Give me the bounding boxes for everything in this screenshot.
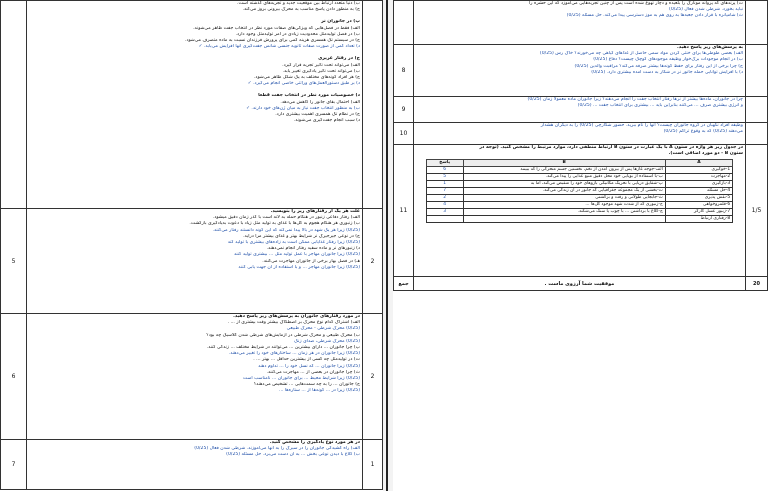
- page-gap: [383, 0, 393, 491]
- answer-line: (0/25) محرک شرطی، صدای زنگ: [294, 338, 360, 344]
- left-exam-page: [0, 0, 383, 491]
- answer-line: الف) اشتراک کدام نوع محرک بر اصطکاک بیشتر وقت بیشتری از ... .: [227, 320, 360, 326]
- table-row: [426, 181, 732, 188]
- question-number: 11: [394, 145, 414, 277]
- question-score: 1/5: [746, 145, 768, 277]
- cell-a: 1-خوگیری: [665, 167, 732, 174]
- cell-answer: 4: [426, 202, 463, 209]
- answer-line: (0/25) زیرا شرایط محیط ... برای جانوران ... نامناسب است: [243, 376, 360, 382]
- question-8-content: [414, 45, 746, 97]
- footer-message: موفقیت شما آرزوی ماست .: [414, 277, 746, 291]
- question-9-row: [394, 97, 768, 123]
- answer-line: (0/25) زیرا جانوران مهاجر ... و با استفاده از آن جهت یابی کنند: [238, 264, 360, 270]
- subquestion-heading: د) خصوصیات مورد نظر در انتخاب جفت قطعاً: [258, 93, 360, 99]
- answer-line: هـ) در فصل بهار برخی از جانوران مهاجرت می‌کنند.: [262, 258, 360, 264]
- column-header: A: [665, 160, 732, 167]
- table-row: [426, 188, 732, 195]
- option-line: ج) در نظام تک همسری اهمیت بیشتری دارد.: [275, 112, 360, 118]
- question-number: 8: [394, 45, 414, 97]
- answer-line: ب) کلاغ با دیدن نوعی بخش ... به آن دست می‌برد. حل مسئله (0/25): [226, 452, 360, 458]
- column-header: پاسخ: [426, 160, 463, 167]
- cell-a: 8-رفتاری ارتباط: [665, 216, 732, 223]
- question-number: 5: [1, 209, 27, 314]
- question-title: علت هر یک از رفتارهای زیر را بنویسید.: [270, 209, 360, 214]
- question-score: 2: [363, 314, 383, 440]
- answer-line: ب) دنیا متعدد ارتباط بین موقعیت جدید و تجربه‌های گذشته است.: [237, 1, 360, 6]
- question-8-row: [394, 45, 768, 97]
- question-number: 9: [394, 97, 414, 123]
- cell-answer: 7: [426, 188, 463, 195]
- subquestion-heading: پ) در جانوران نر: [321, 19, 360, 25]
- answer-line: (0/25) محرک شرطی - محرک طبیعی: [286, 326, 360, 332]
- answer-line: الف) راه کشیدگی جانوران را در سیرک را به آنها می‌آموزند. شرطی شدن فعال (0/25): [194, 446, 360, 452]
- option-line: د) تعداد کمی از صورت صفات ثانویه جنسی شانس جفت‌گیری آنها افزایش می‌یابد. ✓: [198, 44, 360, 50]
- total-label: جمع: [394, 277, 414, 291]
- question-number: 6: [1, 314, 27, 440]
- answer-line: می‌دهند (0/25) که به وقوع تراکم (0/25): [663, 129, 743, 135]
- cell-a: 5-نقش پذیری: [665, 195, 732, 202]
- total-score: 20: [746, 277, 768, 291]
- cell-a: 7-زنبور عسل کارگر: [665, 209, 732, 216]
- right-exam-page: [393, 0, 768, 491]
- option-line: ج) در سیستم تک همسری هزینه کمی برای پرورش فرزندان نسبت به ماده متصرف می‌شود.: [185, 38, 360, 44]
- option-line: ب) می‌تواند تحت تاثیر یادگیری تغییر یابد.: [282, 68, 360, 74]
- cell-a: 4-حل مسئله: [665, 188, 732, 195]
- cell-b: ج-زنبوری که از شدت شهد موجود گل‌ها ...: [463, 202, 665, 209]
- question-title: در هر مورد نوع یادگیری را مشخص کنید.: [269, 440, 360, 445]
- table-row: [426, 174, 732, 181]
- option-line: الف) می‌تواند تحت تاثیر تجربه قرار گیرد.: [282, 62, 360, 68]
- question-number: 7: [1, 440, 27, 490]
- footer-row: [394, 277, 768, 291]
- answer-line: ج) چرا برخی از این رفتار برای حفظ گونه‌ها بیشتر صرفه می‌کند؟ مراقبت والدین (0/25): [574, 63, 743, 69]
- option-line: ج) هر افراد گونه‌های مختلف به یک شکل ظاهر می‌شود.: [253, 75, 360, 81]
- cell-b: الف-جوجه غازها پس از بیرون آمدن از تخم، نخستین جسم متحرکی را که ببینند: [463, 167, 665, 174]
- question-9-content: [414, 97, 746, 123]
- column-header: B: [463, 160, 665, 167]
- answer-line: الف) رفتار دفاعی زنبور در هنگام حمله به لانه است با گذر زمان دقیق میشود.: [212, 215, 360, 221]
- answer-line: چرا در جانوران، ماده‌ها بیشتر از نرها رفتار انتخاب جفت را انجام می‌دهند؟ زیرا جانوران ماده معمولا زمان (0/25): [527, 97, 743, 102]
- cell-answer: 1: [426, 181, 463, 188]
- question-title: در جدول زیر هر واژه در ستون A با یک عبارت در ستون B ارتباط منطقی دارد، موارد مرتبط را مشخص کنید. (توجه در: [479, 145, 743, 150]
- top-answers-content: [414, 1, 746, 45]
- answer-line: نباید بخورد. شرطی شدن فعال (0/25): [669, 7, 743, 13]
- table-row: [426, 209, 732, 216]
- answer-line: د) زنبورهای نر و ماده سفید رفتار انجام نمی‌دهند.: [266, 246, 360, 252]
- question-10-row: [394, 123, 768, 145]
- question-score: [746, 45, 768, 97]
- question-7-content: [27, 440, 363, 490]
- answer-line: وظیفه افراد نگهبان در گروه جانوران چیست؟ آنها را نام ببرید. حضور شکارچی (0/25) را به دیگران هشدار: [540, 123, 743, 128]
- answer-line: و انرژی بیشتری صرف ... می‌کنند بنابراین باید ... بیشتری برای انتخاب جفت ... (0/25): [577, 103, 743, 109]
- answer-line: (0/25) زیرا رفتار غذایابی ممکن است به زاده‌های بیشتری با تولید کند: [227, 240, 360, 246]
- question-title-cont: ستون B - دو مورد اضافی است).: [668, 151, 743, 157]
- cell-answer: [426, 216, 463, 223]
- question-number: 10: [394, 123, 414, 145]
- subquestion-heading: ج) در رفتار غریزی: [318, 56, 360, 62]
- option-line: الف) فقط در فصل‌هایی که ویژگی‌های صفات مورد نظر در انتخاب جفت ظاهر می‌شوند.: [193, 25, 360, 31]
- cell-b: ث-جابجایی طولانی و رفت و برگشتی: [463, 195, 665, 202]
- cell-a: 3-بازگیری: [665, 181, 732, 188]
- question-11-row: [394, 145, 768, 277]
- cell-a: 6-قلمروخواهی: [665, 202, 732, 209]
- option-line: د) سبب انجام جفت‌گیری می‌شوند.: [293, 118, 360, 124]
- answer-line: ت) در تولیدمثل چه کسی از بیشترین حداقل ... بهتر ... .: [253, 357, 360, 363]
- top-answers-row: [394, 1, 768, 45]
- question-title: به پرسش‌های زیر پاسخ دهید.: [677, 45, 743, 50]
- page-divider: [386, 0, 388, 491]
- top-questions-row: [1, 1, 383, 209]
- cell-answer: 3: [426, 209, 463, 216]
- answer-line: ث) چرا جانوران در بعضی از ... مهاجرت می‌کنند.: [266, 369, 360, 375]
- cell-b: ت-بخشی از یک مجموعه جغرافیایی که جانور در آن زندگی می‌کند.: [463, 188, 665, 195]
- cell-b: [463, 216, 665, 223]
- answer-line: ب) در انجام موجودات برگ‌خوار وظیفه موجودهای کوچک چیست؟ دفاع (0/25): [593, 57, 743, 63]
- question-5-row: [1, 209, 383, 314]
- answer-line: (0/25) زیرا جانوران ... که نسل خود را ... تداوم دهند: [258, 363, 360, 369]
- question-score: [746, 123, 768, 145]
- table-row: [426, 202, 732, 209]
- question-score: [746, 97, 768, 123]
- question-6-row: [1, 314, 383, 440]
- answer-line: (0/25) زیرا در ... گونه‌ها از ... ستاره‌ها ...: [278, 388, 360, 394]
- top-questions-content: [27, 1, 363, 209]
- answer-line: پ) چرا جانوران ... دارای بیشترین ... می‌توانند در شرایط مختلف ... زندگی کنند.: [206, 345, 360, 351]
- answer-line: ج) در نوعی جیرجیرک نر شرایط بهتر و غذای بیشتر مرا دراید.: [243, 233, 360, 239]
- answer-line: (0/25) زیرا جانوران مهاجر با عمل تولید مثل ... بیشتری تولید کنند: [233, 252, 360, 258]
- answer-line: ج) جانوران ... را به چه سمت‌هایی ... تشخیص می‌دهند؟: [253, 382, 360, 388]
- left-exam-table: [0, 0, 383, 490]
- answer-line: الف) بعضی طوطی‌ها برای خنثی کردن مواد سمی حاصل از غذاهای گیاهی چه می‌خورند؟ خاک رس (0/25): [539, 51, 743, 57]
- option-line: ب) به منظور انتخاب جفت نیاز به میان ژن‌های خود دارند. ✓: [246, 105, 360, 111]
- cell-answer: 2: [426, 195, 463, 202]
- question-6-content: [27, 314, 363, 440]
- table-row: [426, 216, 732, 223]
- option-line: د) بر طبق دستورالعمل‌های وراثتی خاصی انجام می‌گیرد. ✓: [247, 81, 360, 87]
- option-line: ب) در فصل تولیدمثل محدودیت زیادی در امر تولیدمثل وجود دارد.: [235, 31, 360, 37]
- answer-line: (0/25) زیرا هر یک شهد در بالا پیدا نمی‌کند که این گونه دانستند رفتار می‌کنند.: [212, 227, 360, 233]
- answer-line: ث) شامپانزه با قرار دادن جعبه‌ها به روی هم به موز دسترسی پیدا می‌کند. حل مسئله (0/25): [566, 13, 743, 19]
- right-exam-table: [393, 0, 768, 291]
- cell-b: ب-با استفاده از بویایی خود محل دقیق منبع غذایی را پیدا می‌کند.: [463, 174, 665, 181]
- question-10-content: [414, 123, 746, 145]
- table-row: [426, 195, 732, 202]
- cell-answer: 5: [426, 174, 463, 181]
- option-line: الف) احتمال بقای جانور را کاهش می‌دهد.: [280, 99, 360, 105]
- question-score: 2: [363, 209, 383, 314]
- answer-line: ت) پرندهای که پروانه مونارک را بلعیده و دچار تهوع شده است پس از چنین تجربه‌هایی می‌آموزد که این حشره را: [529, 1, 743, 6]
- question-title: در مورد رفتارهای جانوران به پرسش‌های زیر پاسخ دهید.: [233, 314, 360, 319]
- answer-line: د) با افزایش توانایی حمله جانور نر در شکار به دست آمده بیشتری دارد. (0/25): [591, 69, 743, 75]
- table-row: [426, 167, 732, 174]
- cell-b: پ-شقایق دریایی با تحریک مکانیکی بازوهای خود را منقبض می‌کند، اما به: [463, 181, 665, 188]
- question-5-content: [27, 209, 363, 314]
- matching-header-row: [426, 160, 732, 167]
- question-score: 1: [363, 440, 383, 490]
- question-7-row: [1, 440, 383, 490]
- cell-b: چ-کلاغ با برداشتن ... با چوب یا سنگ می‌شکند.: [463, 209, 665, 216]
- answer-line: ب) محرک طبیعی و محرک شرطی در آزمایش‌های شرطی شدن کلاسیک چه بود؟: [206, 332, 360, 338]
- matching-table: [426, 159, 733, 223]
- answer-line: ب) زنبوری هر هنگام هجوم به گل‌ها با غذای به تولید مثل زیاد با دعوت به‌یادگیری بازگشت.: [189, 221, 360, 227]
- answer-line: (0/25) زیرا جانوران در هر زمان ... ساختارهای خود را تغییر می‌دهند.: [228, 351, 360, 357]
- cell-answer: 6: [426, 167, 463, 174]
- cell-a: 2-مهاجرت: [665, 174, 732, 181]
- answer-line: ج) به منظور دادن پاسخ مناسب به محرک بیرونی بروز می‌کند.: [242, 7, 360, 13]
- question-11-content: [414, 145, 746, 277]
